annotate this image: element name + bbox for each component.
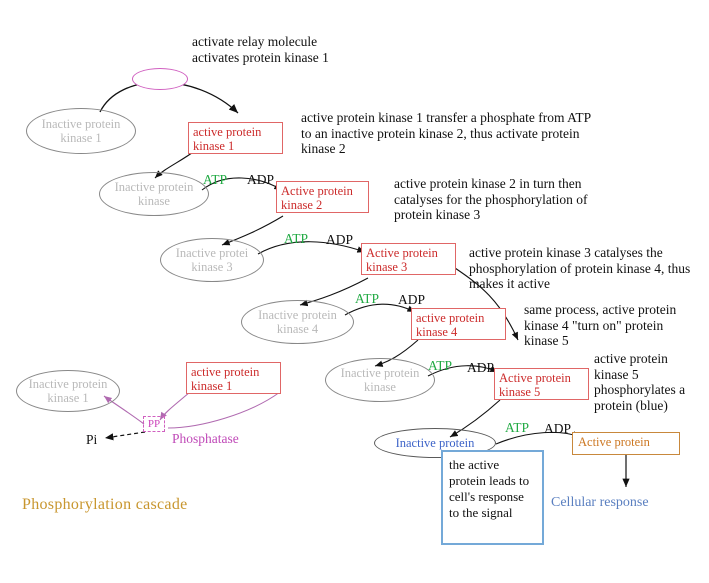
node-inactive-protein-kinase-3 [160,238,264,282]
annotation-kinase4: active protein kinase 3 catalyses the phosphorylation of protein kinase 4, thus makes it active [469,245,691,291]
callout-active-protein-response: the active protein leads to cell's response to the signal [441,450,544,545]
adp-label-2: ADP [326,232,354,247]
node-label: active protein kinase 1 [193,125,262,153]
annotation-protein: active protein kinase 5 phosphorylates a protein (blue) [594,351,686,413]
node-inactive-protein-kinase-1-bottom [16,370,120,412]
node-active-protein-kinase-1-top [188,122,283,154]
node-label: Inactive protein kinase [114,180,194,208]
adp-label-3: ADP [398,292,426,307]
node-inactive-protein-kinase-4 [241,300,354,344]
node-inactive-protein-kinase-5 [325,358,435,402]
atp-label-5: ATP [505,420,530,435]
atp-label-4: ATP [428,358,453,373]
atp-label-3: ATP [355,291,380,306]
atp-label-1: ATP [203,172,228,187]
node-active-protein-kinase-1-bottom [186,362,281,394]
node-label: Active protein kinase 2 [281,184,353,212]
atp-label-2: ATP [284,231,309,246]
node-active-protein [572,432,680,455]
node-label: active protein kinase 1 [191,365,260,393]
node-phosphatase-pp [143,416,165,432]
node-label: PP [147,418,161,430]
node-label: Inactive protein [395,436,475,450]
node-active-protein-kinase-3 [361,243,456,275]
node-label: Active protein kinase 5 [499,371,571,399]
adp-label-4: ADP [467,360,495,375]
node-label: Inactive protein kinase 1 [28,377,108,405]
node-label: active protein kinase 4 [416,311,485,339]
phosphatase-label: Phosphatase [172,431,239,446]
page-title: Phosphorylation cascade [22,496,188,513]
node-active-protein-kinase-5 [494,368,589,400]
annotation-kinase2: active protein kinase 1 transfer a phosphate from ATP to an inactive protein kinase 2, thus activate protein kinase 2 [301,110,591,156]
node-label: Inactive protei kinase 3 [175,246,249,274]
node-label: Active protein kinase 3 [366,246,438,274]
node-active-protein-kinase-4 [411,308,506,340]
pi-label: Pi [86,432,98,447]
node-label: Inactive protein kinase [340,366,420,394]
adp-label-5: ADP [544,421,572,436]
annotation-kinase5: same process, active protein kinase 4 "turn on" protein kinase 5 [524,302,677,348]
adp-label-1: ADP [247,172,275,187]
node-label: Inactive protein kinase 1 [41,117,121,145]
cellular-response-label: Cellular response [551,495,649,510]
node-active-protein-kinase-2 [276,181,369,213]
node-inactive-protein-kinase-1-top [26,108,136,154]
node-inactive-protein-kinase-2 [99,172,209,216]
node-label: Inactive protein kinase 4 [258,308,337,336]
annotation-relay: activate relay molecule activates protein kinase 1 [192,34,329,65]
node-label: Active protein [578,435,650,449]
relay-molecule-ellipse [132,68,188,90]
annotation-kinase3: active protein kinase 2 in turn then catalyses for the phosphorylation of protein kinase 3 [394,176,588,222]
